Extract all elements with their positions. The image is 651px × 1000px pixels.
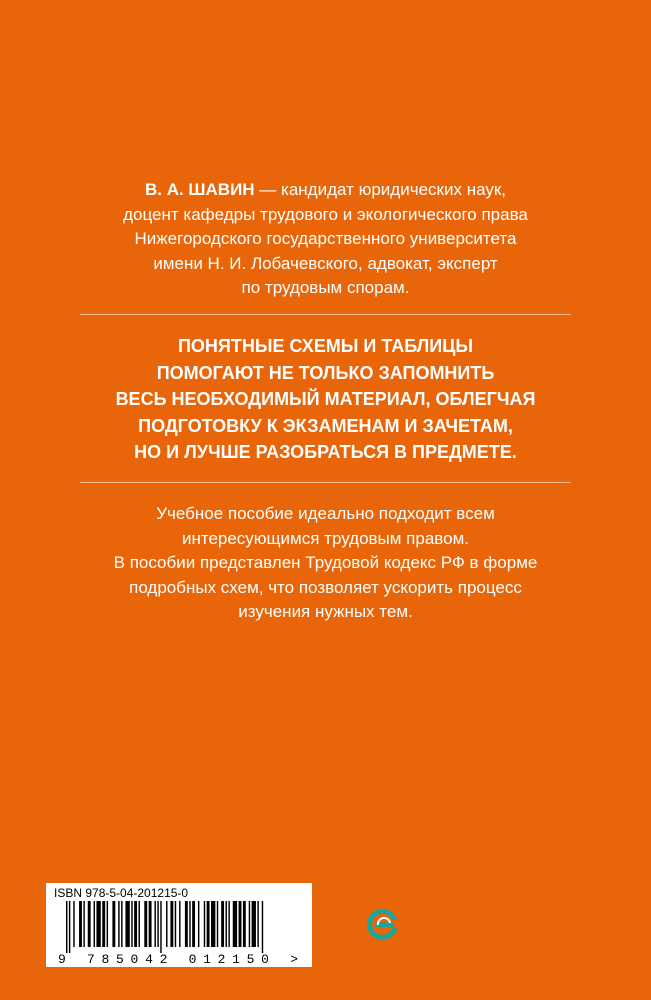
barcode-bar	[179, 901, 180, 947]
barcode-bar	[66, 901, 67, 953]
isbn-label: ISBN 978-5-04-201215-0	[54, 886, 189, 900]
author-bio-line-5: по трудовым спорам.	[241, 278, 410, 297]
barcode-bar	[170, 901, 173, 947]
divider-bottom	[80, 482, 571, 483]
barcode-bar	[79, 901, 82, 947]
description-line: изучения нужных тем.	[238, 602, 413, 621]
barcode-bar	[112, 901, 115, 947]
book-description	[80, 502, 571, 625]
description-line: интересующимся трудовым правом.	[181, 528, 470, 548]
barcode-bar	[94, 901, 95, 947]
author-bio-line-1-rest: — кандидат юридических наук,	[254, 180, 507, 199]
barcode-bar	[131, 901, 132, 947]
author-bio-line-1	[80, 178, 571, 203]
slogan-line: ПОНЯТНЫЕ СХЕМЫ И ТАБЛИЦЫ	[177, 336, 474, 356]
barcode-bar	[157, 901, 158, 947]
barcode-bar	[121, 901, 122, 947]
barcode-digits: 9 785042 012150 >	[58, 952, 298, 967]
barcode-bar	[154, 901, 155, 947]
barcode-bar	[207, 901, 210, 947]
barcode-graphic	[46, 883, 312, 967]
barcode-bar	[83, 901, 84, 947]
slogan-block	[80, 333, 571, 466]
barcode-bar	[166, 901, 167, 947]
barcode-bar	[69, 901, 70, 953]
author-name: В. А. ШАВИН	[144, 180, 255, 199]
barcode-bar	[144, 901, 147, 947]
slogan-line: ВЕСЬ НЕОБХОДИМЫЙ МАТЕРИАЛ, ОБЛЕГЧАЯ	[115, 389, 536, 410]
barcode-bar	[88, 901, 91, 947]
description-line: подробных схем, что позволяет ускорить процесс	[129, 577, 522, 597]
barcode-bar	[198, 901, 199, 947]
barcode-bars	[66, 901, 263, 953]
author-bio-line-3: Нижегородского государственного университета	[134, 229, 517, 248]
barcode-bar	[96, 901, 100, 947]
barcode-bar	[243, 901, 246, 947]
barcode-bar	[73, 901, 74, 947]
barcode-bar	[102, 901, 105, 947]
description-line: Учебное пособие идеально подходит всем	[156, 504, 495, 523]
barcode-bar	[262, 901, 263, 953]
barcode-bar	[134, 901, 137, 947]
barcode-bar	[228, 901, 229, 947]
slogan-line: ПОМОГАЮТ НЕ ТОЛЬКО ЗАПОМНИТЬ	[156, 362, 495, 383]
barcode-bar	[149, 901, 152, 947]
barcode-bar	[185, 901, 188, 947]
publisher-e-logo-icon	[366, 908, 400, 942]
barcode-bar	[221, 901, 224, 947]
barcode-bar	[226, 901, 227, 947]
barcode-bar	[233, 901, 237, 947]
barcode-bar	[175, 901, 176, 947]
barcode-bar	[107, 901, 108, 947]
barcode-panel	[46, 883, 312, 967]
barcode-bar	[211, 901, 215, 947]
barcode-bar	[118, 901, 119, 947]
divider-top	[80, 314, 571, 315]
barcode-bar	[257, 901, 258, 947]
barcode-bar	[189, 901, 190, 947]
barcode-bar	[217, 901, 218, 947]
author-bio-line-4: имени Н. И. Лобачевского, адвокат, эксперт	[153, 253, 498, 273]
description-line: В пособии представлен Трудовой кодекс РФ в форме	[113, 553, 538, 572]
barcode-bar	[192, 901, 195, 947]
barcode-bar	[160, 901, 161, 953]
barcode-bar	[139, 901, 140, 947]
author-bio	[80, 178, 571, 301]
slogan-line: ПОДГОТОВКУ К ЭКЗАМЕНАМ И ЗАЧЕТАМ,	[138, 415, 513, 436]
barcode-bar	[125, 901, 129, 947]
author-bio-line-2: доцент кафедры трудового и экологического права	[123, 204, 528, 224]
barcode-bar	[249, 901, 250, 947]
barcode-bar	[204, 901, 205, 947]
slogan-line: НО И ЛУЧШЕ РАЗОБРАТЬСЯ В ПРЕДМЕТЕ.	[134, 442, 517, 463]
barcode-bar	[239, 901, 242, 947]
barcode-bar	[252, 901, 256, 947]
